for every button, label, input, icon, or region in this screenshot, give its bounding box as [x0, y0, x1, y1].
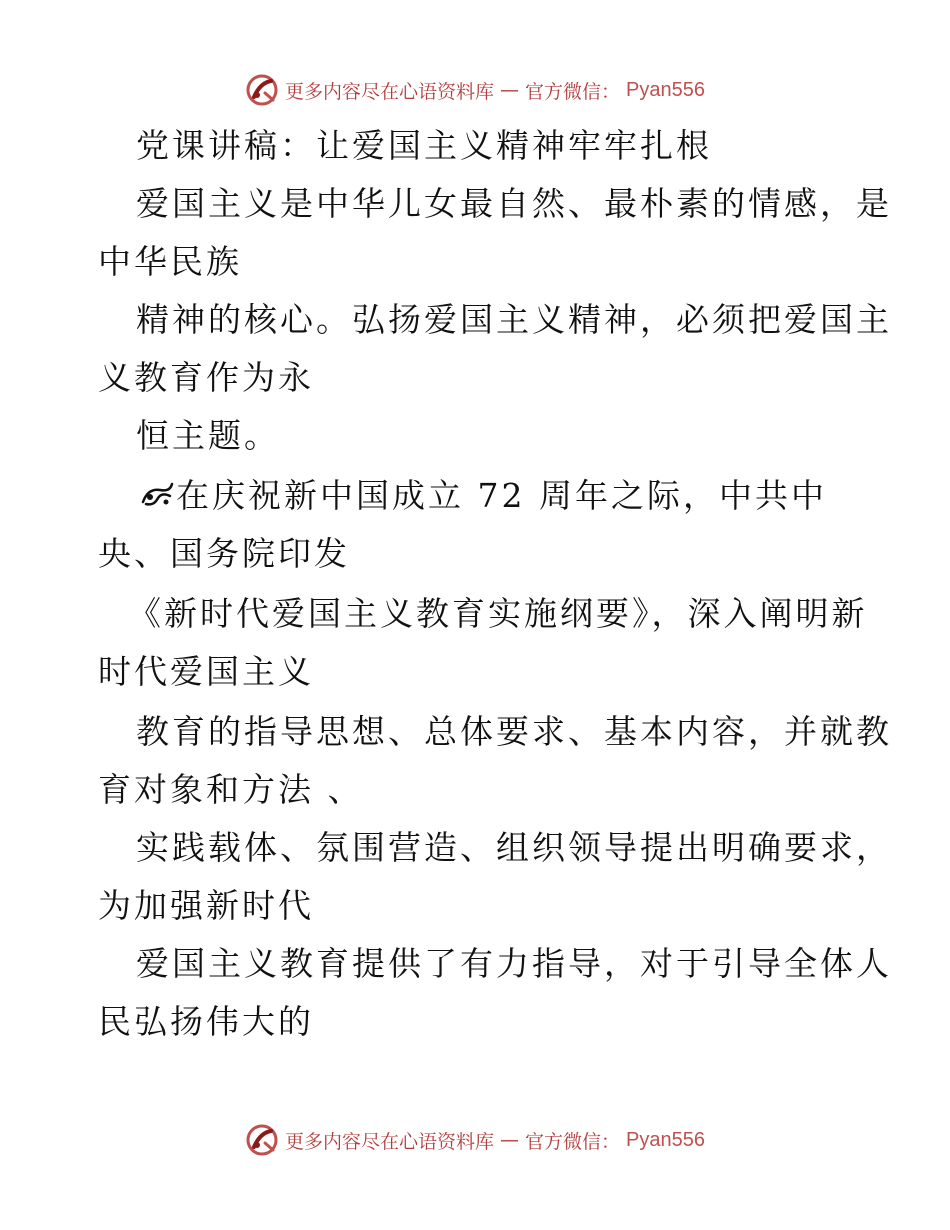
body-line-8: 《新时代爱国主义教育实施纲要》，深入阐明新: [128, 594, 868, 633]
body-line-15: 民弘扬伟大的: [98, 1002, 314, 1041]
brush-seal-logo-icon: [245, 73, 279, 107]
body-line-9: 时代爱国主义: [98, 652, 314, 691]
body-line-5: 恒主题。: [136, 416, 280, 455]
header-wechat-label: 官方微信：: [525, 80, 621, 103]
body-line-10: 教育的指导思想、总体要求、基本内容，并就教: [136, 712, 892, 751]
body-line-7: 央、国务院印发: [98, 534, 350, 573]
document-title: 党课讲稿：让爱国主义精神牢牢扎根: [136, 126, 712, 165]
header-wechat-id: Pyan556: [626, 78, 705, 101]
brush-seal-logo-icon: [245, 1123, 279, 1157]
body-line-11: 育对象和方法 、: [98, 770, 364, 809]
leaf-bullet-icon: [140, 480, 176, 510]
body-line-6: 在庆祝新中国成立 72 周年之际，中共中: [176, 476, 827, 515]
body-line-13: 为加强新时代: [98, 886, 314, 925]
body-line-3: 精神的核心。弘扬爱国主义精神，必须把爱国主: [136, 300, 892, 339]
body-line-1: 爱国主义是中华儿女最自然、最朴素的情感，是: [136, 184, 892, 223]
footer-site-text: 更多内容尽在心语资料库: [285, 1130, 495, 1153]
body-line-14: 爱国主义教育提供了有力指导，对于引导全体人: [136, 944, 892, 983]
footer-wechat-id: Pyan556: [626, 1128, 705, 1151]
header-separator: —: [500, 79, 520, 101]
header-site-text: 更多内容尽在心语资料库: [285, 80, 495, 103]
body-line-2: 中华民族: [98, 242, 242, 281]
body-line-6-row: [0, 476, 950, 516]
body-line-4: 义教育作为永: [98, 358, 314, 397]
header-banner: [0, 70, 950, 110]
footer-wechat-label: 官方微信：: [525, 1130, 621, 1153]
footer-separator: —: [500, 1129, 520, 1151]
footer-banner: [0, 1120, 950, 1160]
body-line-12: 实践载体、氛围营造、组织领导提出明确要求，: [136, 828, 892, 867]
